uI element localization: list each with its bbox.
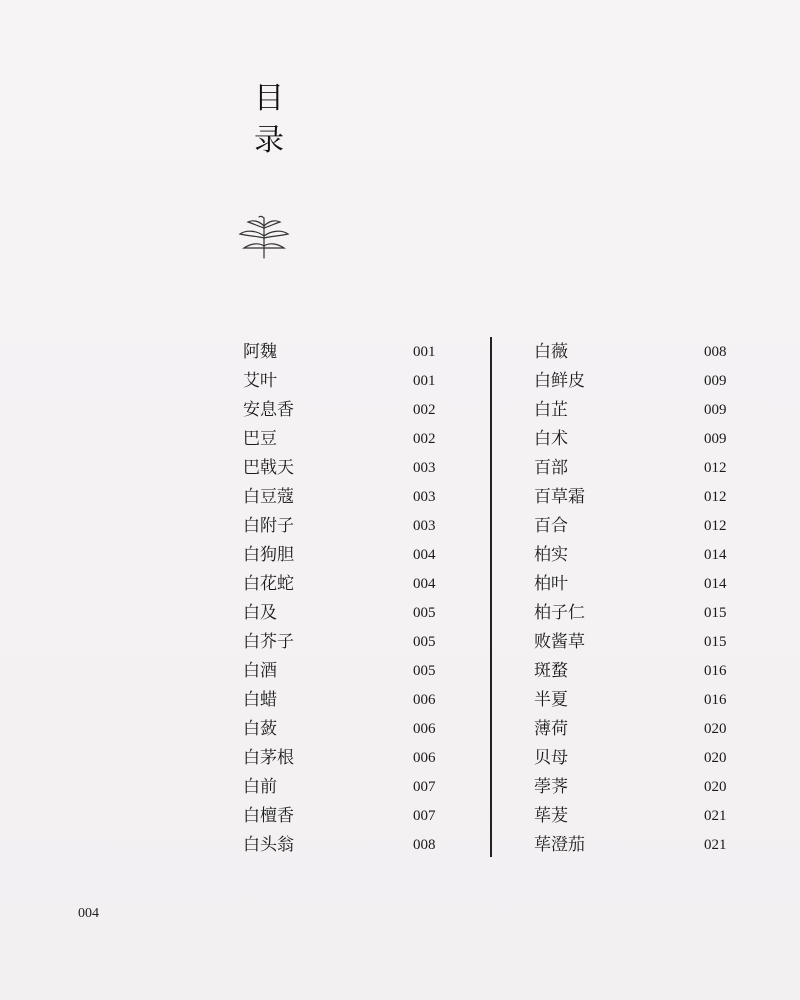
entry-page: 005	[413, 663, 436, 679]
entry-page: 007	[413, 808, 436, 824]
entry-page: 015	[704, 634, 727, 650]
entry-title: 白豆蔻	[243, 487, 294, 507]
entry-title: 败酱草	[534, 632, 585, 652]
toc-entry[interactable]	[243, 773, 453, 802]
entry-title: 白鲜皮	[534, 371, 585, 391]
entry-title: 白头翁	[243, 835, 294, 855]
entry-page: 001	[413, 344, 436, 360]
entry-title: 荸荠	[534, 777, 568, 797]
entry-page: 012	[704, 518, 727, 534]
entry-page: 020	[704, 721, 727, 737]
entry-page: 020	[704, 750, 727, 766]
entry-title: 白芷	[534, 400, 568, 420]
entry-title: 巴豆	[243, 429, 277, 449]
entry-page: 006	[413, 750, 436, 766]
herb-sprig-icon	[236, 214, 292, 260]
entry-page: 003	[413, 489, 436, 505]
entry-page: 004	[413, 576, 436, 592]
entry-page: 012	[704, 489, 727, 505]
entry-title: 斑蝥	[534, 661, 568, 681]
page-number: 004	[78, 906, 99, 921]
entry-page: 020	[704, 779, 727, 795]
title-char-2: 录	[254, 123, 284, 158]
entry-page: 009	[704, 373, 727, 389]
entry-title: 荜澄茄	[534, 835, 585, 855]
toc-entry[interactable]	[243, 657, 453, 686]
entry-title: 白檀香	[243, 806, 294, 826]
toc-entry[interactable]	[243, 483, 453, 512]
toc-entry[interactable]	[534, 744, 744, 773]
entry-title: 贝母	[534, 748, 568, 768]
entry-title: 巴戟天	[243, 458, 294, 478]
toc-left-column	[243, 338, 453, 860]
entry-page: 009	[704, 402, 727, 418]
toc-entry[interactable]	[243, 744, 453, 773]
toc-entry[interactable]	[534, 512, 744, 541]
entry-title: 阿魏	[243, 342, 277, 362]
toc-entry[interactable]	[243, 454, 453, 483]
toc-entry[interactable]	[534, 831, 744, 860]
entry-page: 006	[413, 692, 436, 708]
entry-title: 白芥子	[243, 632, 294, 652]
entry-title: 白附子	[243, 516, 294, 536]
toc-entry[interactable]	[534, 425, 744, 454]
toc-entry[interactable]	[243, 512, 453, 541]
entry-title: 安息香	[243, 400, 294, 420]
toc-entry[interactable]	[243, 599, 453, 628]
entry-title: 百合	[534, 516, 568, 536]
entry-page: 015	[704, 605, 727, 621]
entry-page: 002	[413, 431, 436, 447]
toc-entry[interactable]	[243, 686, 453, 715]
entry-title: 白狗胆	[243, 545, 294, 565]
entry-title: 柏叶	[534, 574, 568, 594]
column-divider	[490, 337, 492, 857]
toc-entry[interactable]	[534, 570, 744, 599]
entry-page: 006	[413, 721, 436, 737]
entry-title: 薄荷	[534, 719, 568, 739]
toc-entry[interactable]	[534, 396, 744, 425]
entry-page: 005	[413, 605, 436, 621]
toc-entry[interactable]	[243, 367, 453, 396]
entry-title: 白术	[534, 429, 568, 449]
entry-title: 荜茇	[534, 806, 568, 826]
page-title	[249, 78, 289, 162]
toc-entry[interactable]	[243, 396, 453, 425]
toc-entry[interactable]	[243, 628, 453, 657]
title-char-1: 目	[254, 81, 284, 116]
entry-page: 016	[704, 663, 727, 679]
entry-page: 008	[704, 344, 727, 360]
toc-entry[interactable]	[534, 657, 744, 686]
entry-title: 白及	[243, 603, 277, 623]
entry-page: 016	[704, 692, 727, 708]
entry-title: 白前	[243, 777, 277, 797]
entry-page: 007	[413, 779, 436, 795]
entry-title: 柏实	[534, 545, 568, 565]
entry-page: 014	[704, 547, 727, 563]
toc-entry[interactable]	[243, 715, 453, 744]
toc-entry[interactable]	[534, 628, 744, 657]
toc-entry[interactable]	[243, 338, 453, 367]
entry-page: 004	[413, 547, 436, 563]
toc-entry[interactable]	[243, 802, 453, 831]
entry-page: 021	[704, 808, 727, 824]
entry-page: 003	[413, 460, 436, 476]
entry-title: 艾叶	[243, 371, 277, 391]
entry-page: 005	[413, 634, 436, 650]
entry-page: 002	[413, 402, 436, 418]
toc-entry[interactable]	[534, 715, 744, 744]
toc-entry[interactable]	[243, 570, 453, 599]
entry-page: 008	[413, 837, 436, 853]
toc-entry[interactable]	[534, 454, 744, 483]
toc-entry[interactable]	[534, 773, 744, 802]
toc-entry[interactable]	[243, 831, 453, 860]
toc-entry[interactable]	[534, 338, 744, 367]
entry-title: 白茅根	[243, 748, 294, 768]
entry-title: 白蜡	[243, 690, 277, 710]
entry-title: 白花蛇	[243, 574, 294, 594]
entry-page: 003	[413, 518, 436, 534]
entry-title: 白薇	[534, 342, 568, 362]
entry-page: 001	[413, 373, 436, 389]
toc-entry[interactable]	[534, 541, 744, 570]
entry-title: 半夏	[534, 690, 568, 710]
entry-page: 021	[704, 837, 727, 853]
toc-entry[interactable]	[243, 425, 453, 454]
entry-title: 百部	[534, 458, 568, 478]
toc-entry[interactable]	[534, 367, 744, 396]
entry-title: 百草霜	[534, 487, 585, 507]
toc-entry[interactable]	[243, 541, 453, 570]
entry-page: 009	[704, 431, 727, 447]
entry-page: 014	[704, 576, 727, 592]
entry-title: 柏子仁	[534, 603, 585, 623]
toc-right-column	[534, 338, 744, 860]
entry-title: 白酒	[243, 661, 277, 681]
entry-page: 012	[704, 460, 727, 476]
toc-entry[interactable]	[534, 483, 744, 512]
entry-title: 白蔹	[243, 719, 277, 739]
toc-entry[interactable]	[534, 802, 744, 831]
toc-entry[interactable]	[534, 686, 744, 715]
toc-entry[interactable]	[534, 599, 744, 628]
